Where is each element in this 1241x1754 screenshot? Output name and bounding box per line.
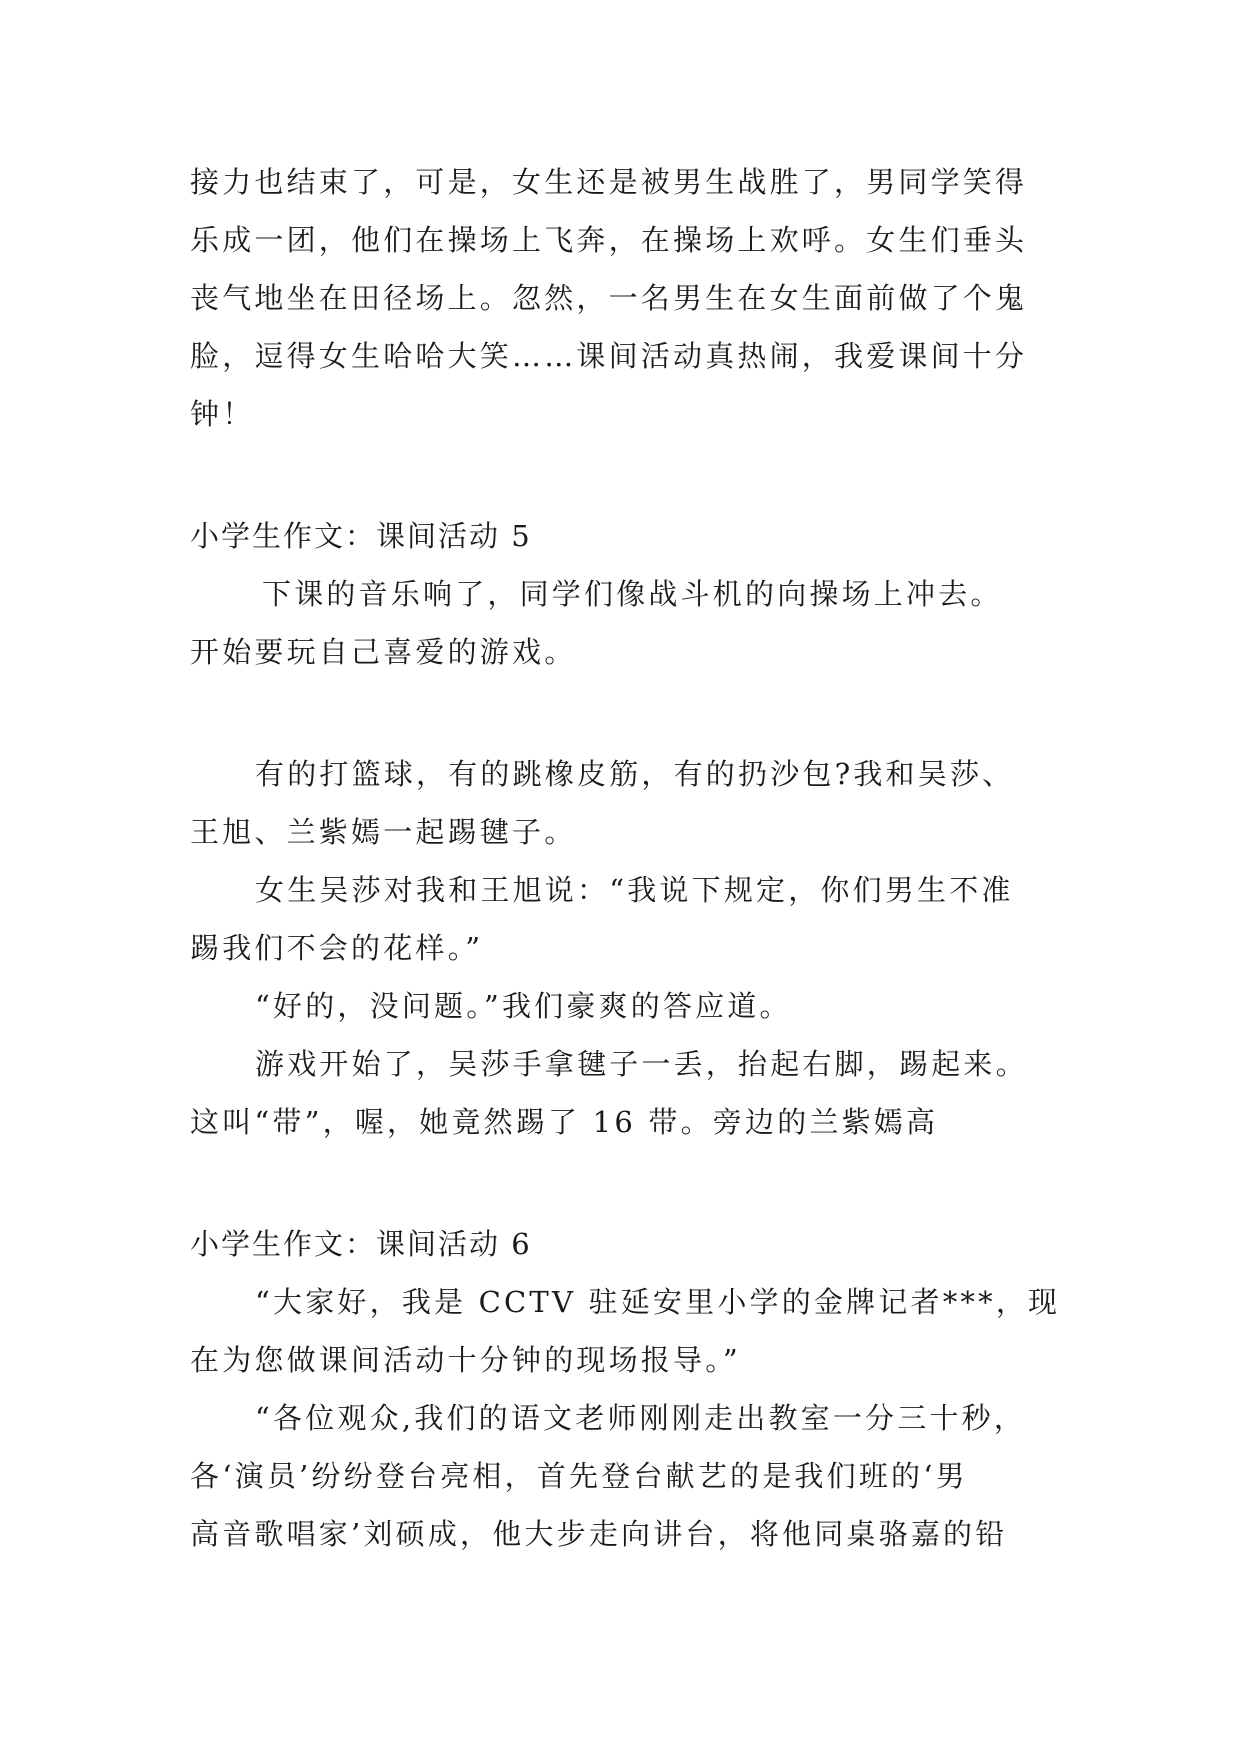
paragraph-line: 钟！ [190, 397, 255, 431]
paragraph-line: 游戏开始了，吴莎手拿毽子一丢，抬起右脚，踢起来。 [255, 1047, 1028, 1081]
paragraph-line: 丧气地坐在田径场上。忽然，一名男生在女生面前做了个鬼 [190, 281, 1028, 315]
paragraph-line: 踢我们不会的花样。” [190, 931, 484, 965]
paragraph-line: 有的打篮球，有的跳橡皮筋，有的扔沙包?我和吴莎、 [255, 757, 1015, 791]
paragraph-line: 各‘演员’纷纷登台亮相，首先登台献艺的是我们班的‘男 [190, 1459, 968, 1493]
paragraph-line: 开始要玩自己喜爱的游戏。 [190, 635, 577, 669]
paragraph-line: 接力也结束了，可是，女生还是被男生战胜了，男同学笑得 [190, 165, 1028, 199]
paragraph-line: 这叫“带”，喔，她竟然踢了 16 带。旁边的兰紫嫣高 [190, 1105, 939, 1139]
section-title: 小学生作文：课间活动 5 [190, 519, 532, 553]
paragraph-line: “好的，没问题。”我们豪爽的答应道。 [255, 989, 792, 1023]
paragraph-line: 脸，逗得女生哈哈大笑……课间活动真热闹，我爱课间十分 [190, 339, 1028, 373]
paragraph-line: “大家好，我是 CCTV 驻延安里小学的金牌记者***，现 [255, 1285, 1061, 1319]
paragraph-line: 下课的音乐响了，同学们像战斗机的向操场上冲去。 [262, 577, 1003, 611]
paragraph-line: 高音歌唱家’刘硕成，他大步走向讲台，将他同桌骆嘉的铅 [190, 1517, 1008, 1551]
paragraph-line: 女生吴莎对我和王旭说：“我说下规定，你们男生不准 [255, 873, 1014, 907]
paragraph-line: 在为您做课间活动十分钟的现场报导。” [190, 1343, 741, 1377]
paragraph-line: “各位观众,我们的语文老师刚刚走出教室一分三十秒， [255, 1401, 1027, 1435]
section-title: 小学生作文：课间活动 6 [190, 1227, 532, 1261]
paragraph-line: 王旭、兰紫嫣一起踢毽子。 [190, 815, 577, 849]
paragraph-line: 乐成一团，他们在操场上飞奔，在操场上欢呼。女生们垂头 [190, 223, 1028, 257]
